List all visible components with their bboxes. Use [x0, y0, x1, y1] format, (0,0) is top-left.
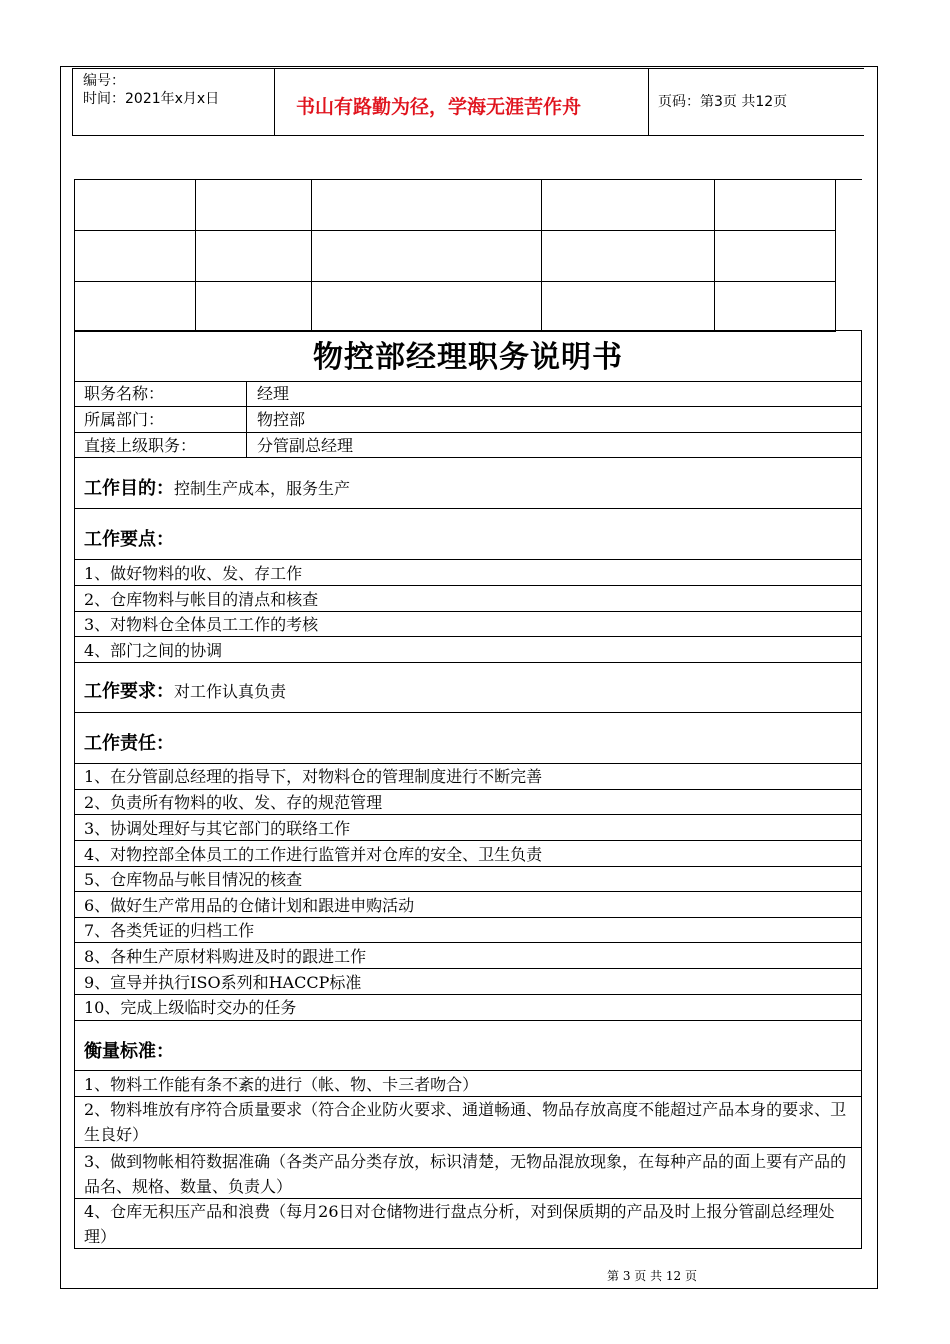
purpose-text: 控制生产成本，服务生产: [174, 479, 351, 498]
grid-cell: [312, 281, 542, 331]
grid-cell: [542, 231, 715, 281]
field-label-department: 所属部门：: [84, 410, 165, 429]
grid-cell: [75, 180, 196, 231]
list-item: 3、协调处理好与其它部门的联络工作: [84, 819, 351, 838]
responsibility-heading: 工作责任：: [84, 733, 174, 754]
list-item: 1、物料工作能有条不紊的进行（帐、物、卡三者吻合）: [84, 1075, 479, 1094]
list-item: 2、负责所有物料的收、发、存的规范管理: [84, 793, 383, 812]
rule: [74, 942, 862, 943]
header-motto: 书山有路勤为径，学海无涯苦作舟: [296, 96, 582, 118]
list-item: 1、在分管副总经理的指导下，对物料仓的管理制度进行不断完善: [84, 767, 543, 786]
field-value-supervisor: 分管副总经理: [257, 436, 354, 455]
list-item: 10、完成上级临时交办的任务: [84, 998, 297, 1017]
rule: [74, 891, 862, 892]
grid-cell: [715, 231, 836, 281]
grid-cell: [542, 180, 715, 231]
purpose-heading: 工作目的：: [84, 478, 174, 499]
grid-cell: [715, 281, 836, 331]
list-item: 4、对物控部全体员工的工作进行监管并对仓库的安全、卫生负责: [84, 845, 543, 864]
list-item: 5、仓库物品与帐目情况的核查: [84, 870, 303, 889]
list-item: 4、仓库无积压产品和浪费（每月26日对仓储物进行盘点分析，对到保质期的产品及时上报分管副总经理处理）: [84, 1202, 835, 1246]
header-divider-left: [72, 68, 73, 136]
requirement-text: 对工作认真负责: [174, 682, 287, 701]
field-value-department: 物控部: [257, 410, 306, 429]
list-item: 3、对物料仓全体员工工作的考核: [84, 615, 319, 634]
page-title: 物控部经理职务说明书: [313, 340, 623, 375]
rule: [74, 508, 862, 509]
rule: [74, 381, 862, 382]
rule: [74, 636, 862, 637]
header-top-rule: [72, 68, 864, 69]
rule: [74, 712, 862, 713]
page-number-label: 页码：第3页 共12页: [658, 94, 788, 110]
grid-cell: [196, 281, 312, 331]
rule: [74, 406, 862, 407]
rule: [74, 585, 862, 586]
list-item: 2、物料堆放有序符合质量要求（符合企业防火要求、通道畅通、物品存放高度不能超过产品本身的要求、卫生良好）: [84, 1100, 847, 1144]
grid-cell: [196, 231, 312, 281]
rule: [74, 1147, 862, 1148]
grid-cell: [542, 281, 715, 331]
measurement-heading: 衡量标准：: [84, 1041, 174, 1062]
list-item: 4、部门之间的协调: [84, 641, 223, 660]
field-label-position: 职务名称：: [84, 384, 165, 403]
page-footer: 第 3 页 共 12 页: [607, 1269, 697, 1283]
header-divider-2: [648, 68, 649, 136]
grid-cell: [75, 231, 196, 281]
list-item: 8、各种生产原材料购进及时的跟进工作: [84, 947, 367, 966]
grid-cell: [715, 180, 836, 231]
list-item: 7、各类凭证的归档工作: [84, 921, 255, 940]
grid-cell: [312, 180, 542, 231]
list-item: 9、宣导并执行ISO系列和HACCP标准: [84, 973, 362, 992]
requirement-row: [84, 677, 286, 703]
header-bottom-rule: [72, 135, 864, 136]
rule: [74, 1070, 862, 1071]
list-item: 2、仓库物料与帐目的清点和核查: [84, 590, 319, 609]
rule: [74, 662, 862, 663]
list-item: 3、做到物帐相符数据准确（各类产品分类存放，标识清楚，无物品混放现象，在每种产品的面上要有产品的品名、规格、数量、负责人）: [84, 1152, 847, 1196]
document-number-label: 编号：: [83, 73, 125, 89]
blank-grid-table: [74, 179, 836, 332]
rule: [74, 1020, 862, 1021]
field-label-supervisor: 直接上级职务：: [84, 436, 197, 455]
grid-cell: [312, 231, 542, 281]
grid-extension-rule: [836, 179, 862, 180]
header-divider-1: [274, 68, 275, 136]
field-value-position: 经理: [257, 384, 290, 403]
rule: [74, 968, 862, 969]
purpose-row: [84, 474, 350, 500]
list-item: 1、做好物料的收、发、存工作: [84, 564, 303, 583]
grid-cell: [196, 180, 312, 231]
list-item: 6、做好生产常用品的仓储计划和跟进申购活动: [84, 896, 415, 915]
requirement-heading: 工作要求：: [84, 681, 174, 702]
rule: [74, 559, 862, 560]
rule: [74, 457, 862, 458]
rule: [74, 840, 862, 841]
key-points-heading: 工作要点：: [84, 529, 174, 550]
field-column-divider: [246, 381, 247, 457]
rule: [74, 814, 862, 815]
grid-cell: [75, 281, 196, 331]
document-time-label: 时间：2021年x月x日: [83, 91, 220, 107]
rule: [74, 432, 862, 433]
